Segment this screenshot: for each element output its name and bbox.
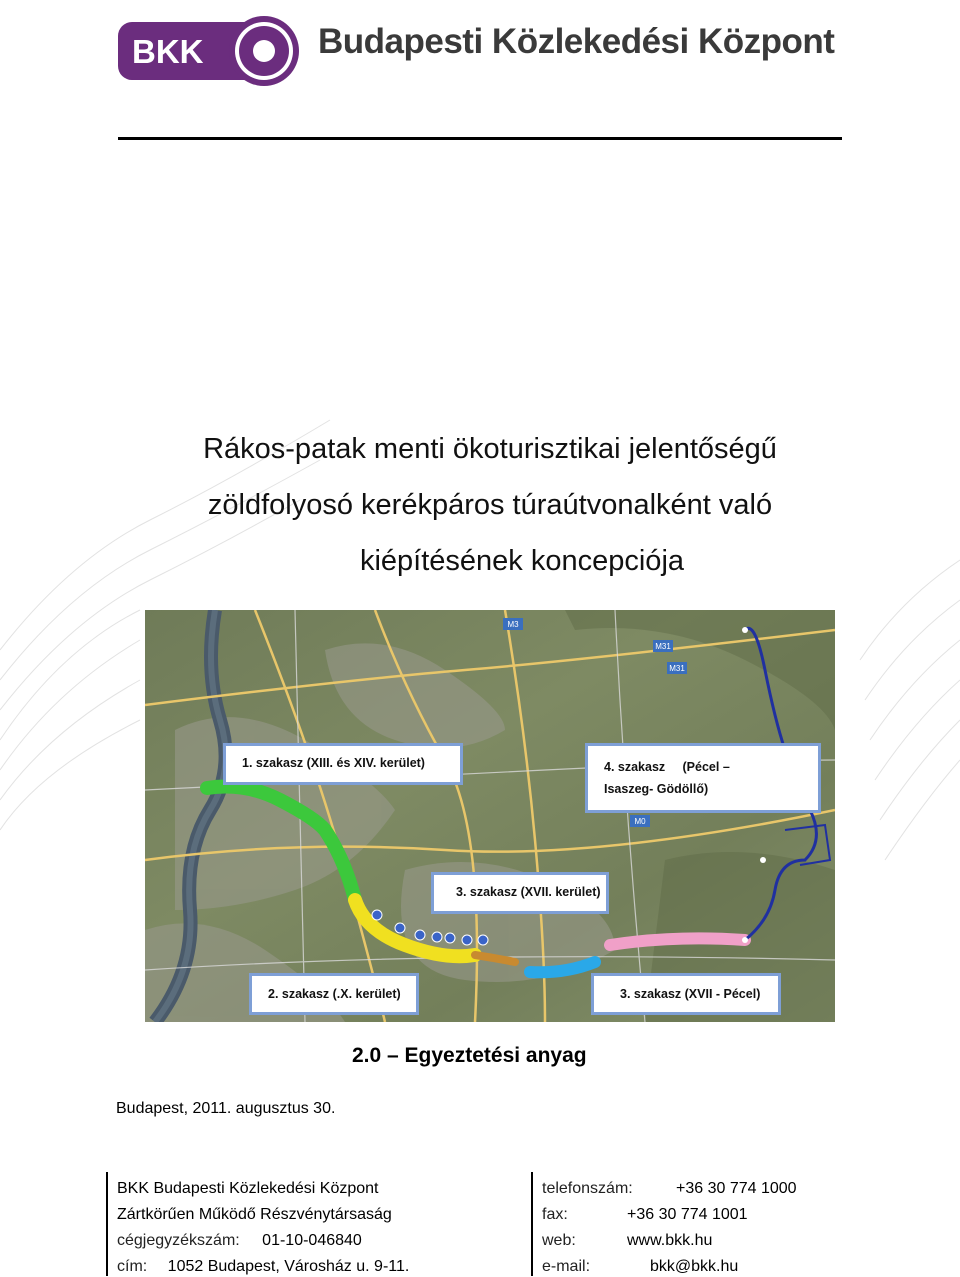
title-line-1: Rákos-patak menti ökoturisztikai jelentőségű (203, 433, 777, 465)
bkk-logo (116, 14, 302, 88)
address-value: 1052 Budapest, Városház u. 9-11. (167, 1258, 410, 1275)
map-base (145, 610, 835, 1022)
route-map (145, 610, 835, 1022)
header-divider (118, 137, 842, 140)
email-link[interactable]: bkk@bkk.hu (650, 1258, 739, 1275)
footer-registration (117, 1232, 362, 1250)
footer-web (542, 1232, 712, 1250)
footer-company-type: Zártkörűen Működő Részvénytársaság (117, 1206, 392, 1223)
document-date: Budapest, 2011. augusztus 30. (116, 1100, 336, 1117)
footer-phone (542, 1180, 797, 1198)
logo-text: BKK (132, 33, 204, 70)
map-label-section-1: 1. szakasz (XIII. és XIV. kerület) (223, 743, 463, 785)
phone-value: +36 30 774 1000 (676, 1180, 797, 1197)
document-version: 2.0 – Egyeztetési anyag (352, 1044, 587, 1067)
map-label-section-4 (585, 743, 821, 813)
map-label-section-3b: 3. szakasz (XVII - Pécel) (591, 973, 781, 1015)
address-label: cím: (117, 1258, 148, 1275)
map-label-section-3a: 3. szakasz (XVII. kerület) (431, 872, 609, 914)
footer-company-name: BKK Budapesti Közlekedési Központ (117, 1180, 379, 1197)
email-label: e-mail: (542, 1258, 591, 1275)
map-label-section-2: 2. szakasz (.X. kerület) (249, 973, 419, 1015)
fax-label: fax: (542, 1206, 568, 1223)
web-label: web: (542, 1232, 576, 1249)
registration-value: 01-10-046840 (262, 1232, 362, 1249)
route-section-3b (610, 938, 745, 945)
fax-value: +36 30 774 1001 (627, 1206, 748, 1223)
svg-text:M0: M0 (634, 817, 646, 826)
footer-right-bar (531, 1172, 533, 1276)
map-label-section-4-line1: 4. szakasz (Pécel – (604, 760, 730, 774)
phone-label: telefonszám: (542, 1180, 633, 1197)
registration-label: cégjegyzékszám: (117, 1232, 240, 1249)
footer-address (117, 1258, 409, 1276)
footer-fax (542, 1206, 748, 1224)
web-link[interactable]: www.bkk.hu (627, 1232, 713, 1249)
svg-text:M31: M31 (655, 642, 671, 651)
organization-name: Budapesti Közlekedési Központ (318, 22, 835, 61)
footer-left-bar (106, 1172, 108, 1276)
map-label-section-4-line2: Isaszeg- Gödöllő) (604, 782, 709, 796)
title-line-2: zöldfolyosó kerékpáros túraútvonalként való (207, 489, 773, 521)
footer-email (542, 1258, 738, 1276)
title-line-3: kiépítésének koncepciója (359, 545, 685, 577)
svg-text:M3: M3 (507, 620, 519, 629)
svg-text:M31: M31 (669, 664, 685, 673)
